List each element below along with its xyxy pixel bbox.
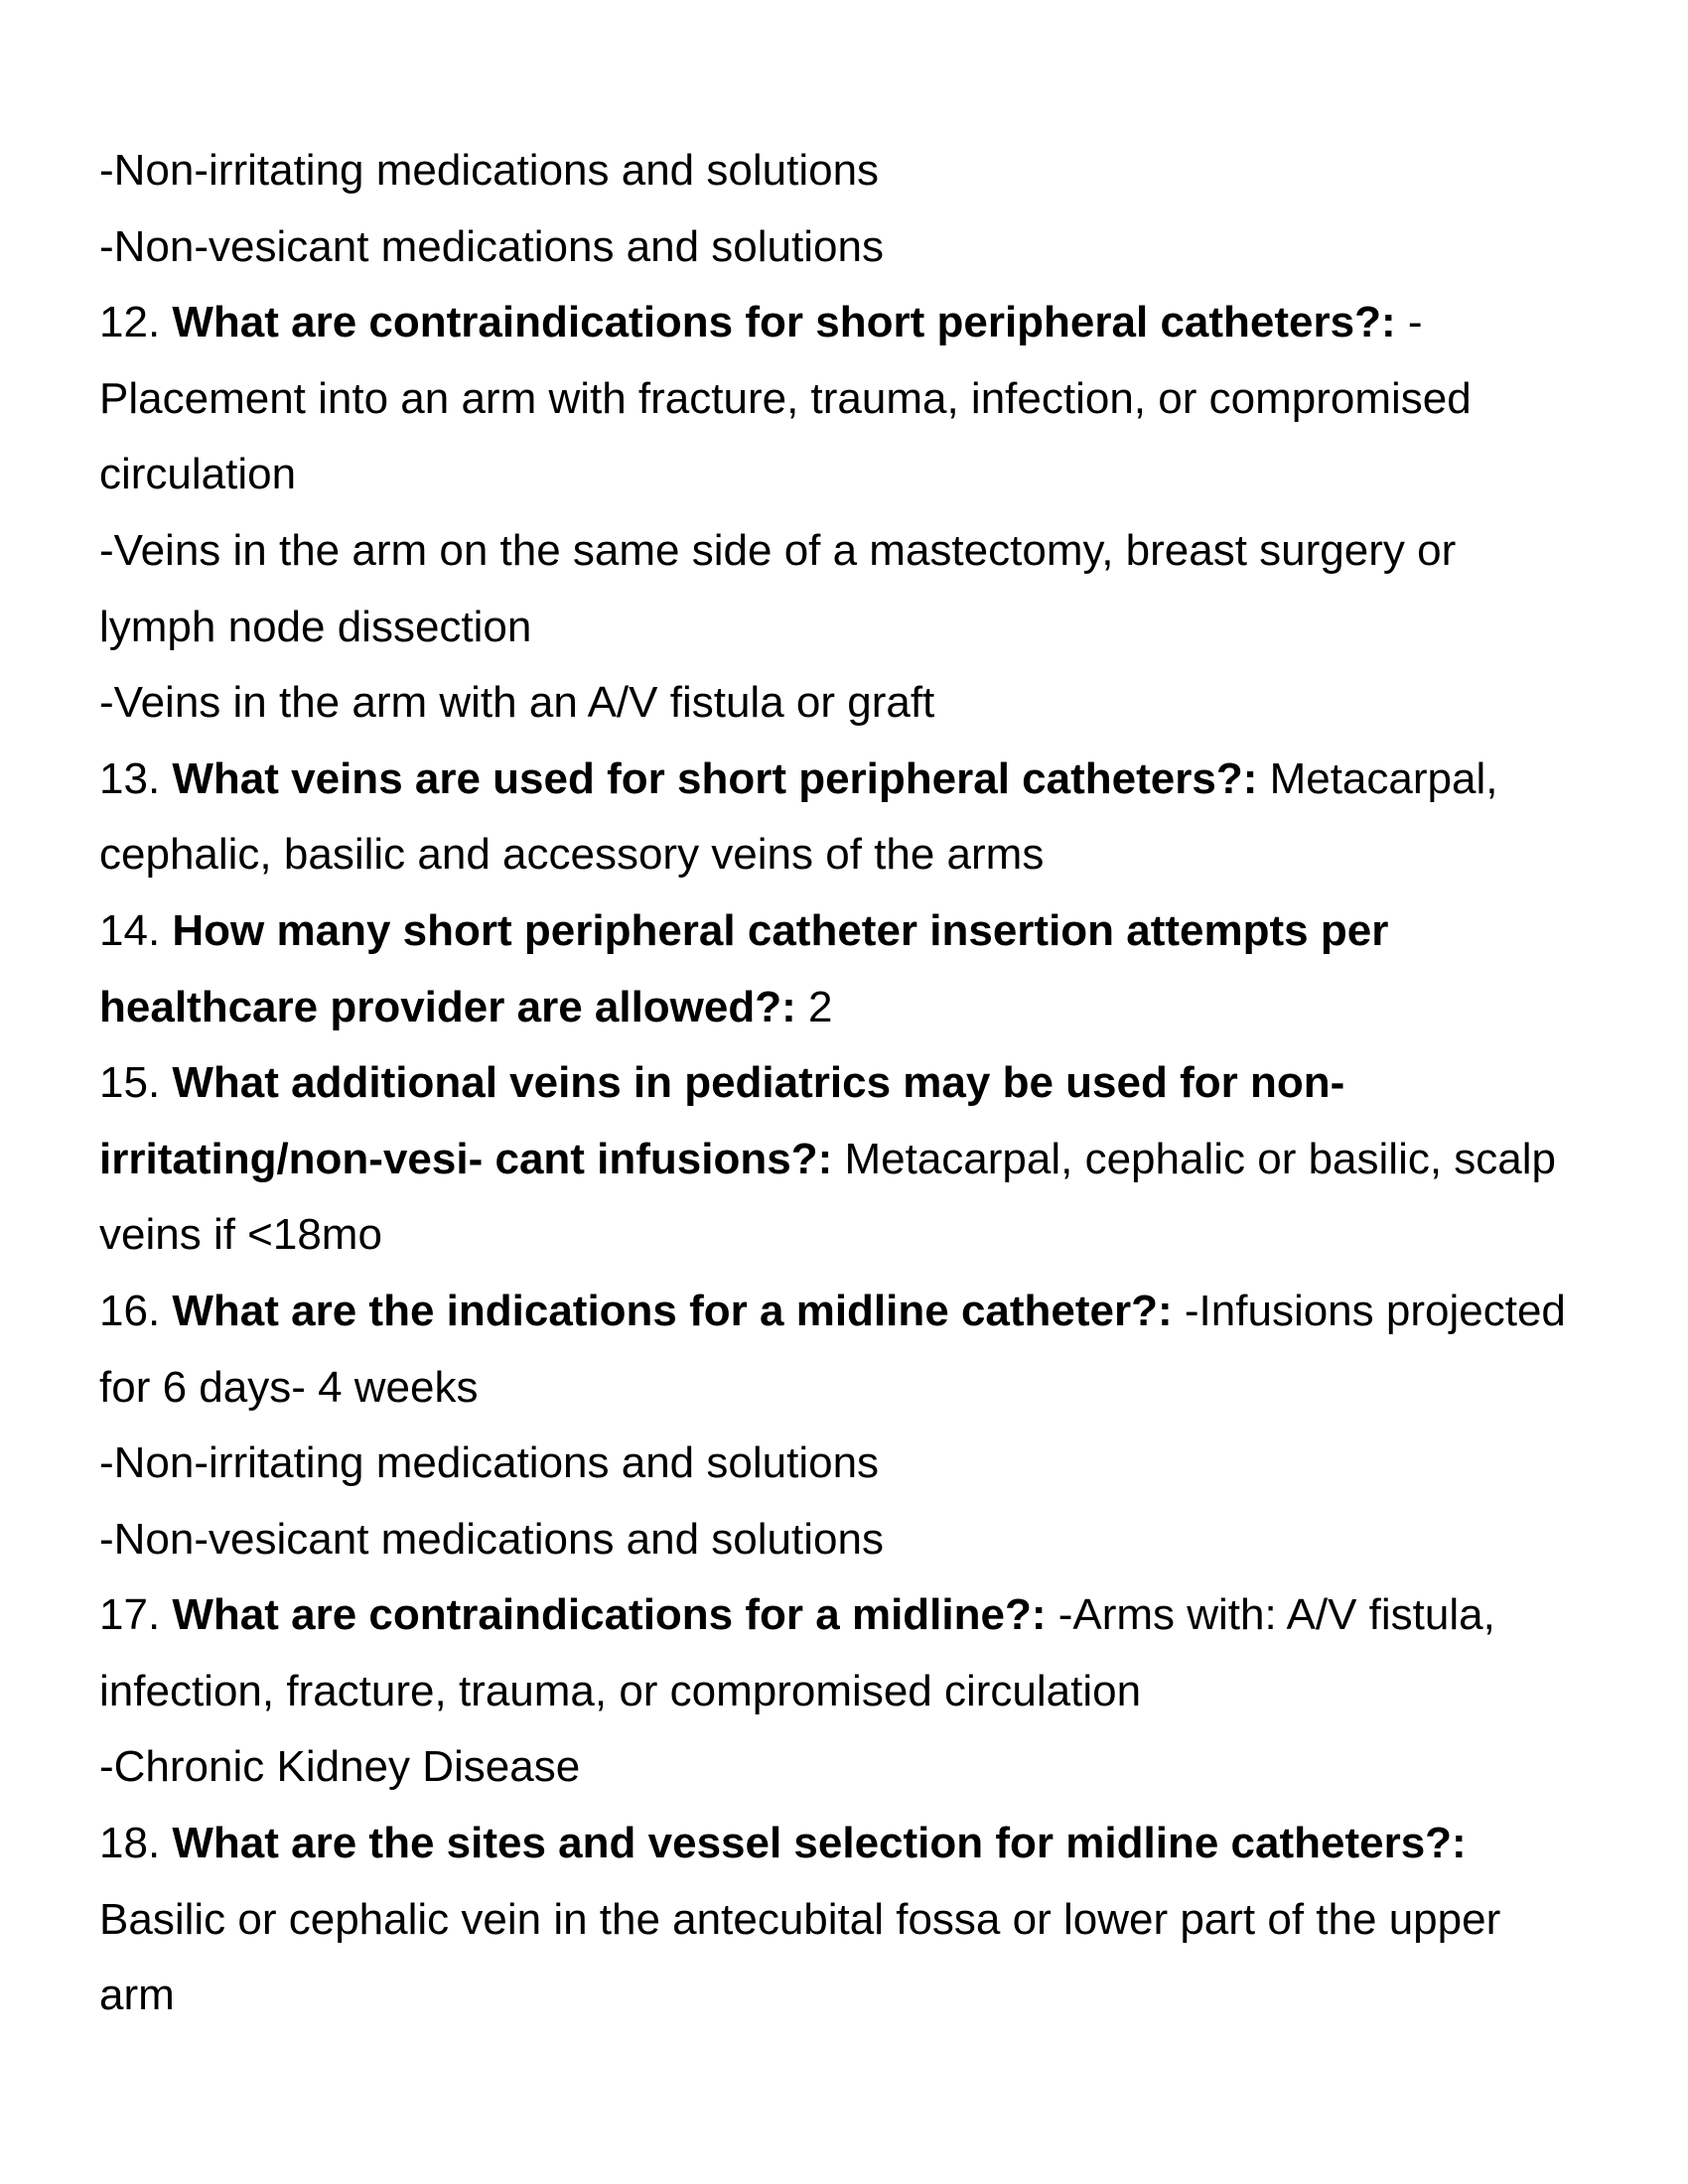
question-12-line	[99, 285, 1599, 361]
question-number: 18.	[99, 1819, 173, 1868]
text-line	[99, 1958, 1599, 2034]
question-number: 16.	[99, 1286, 173, 1335]
question-15-line-cont	[99, 1122, 1599, 1198]
line-text: for 6 days- 4 weeks	[99, 1362, 479, 1412]
question-14-line-cont	[99, 970, 1599, 1046]
line-text: -Veins in the arm with an A/V fistula or graft	[99, 678, 935, 728]
question-number: 14.	[99, 905, 173, 955]
question-number: 13.	[99, 753, 173, 803]
question-number: 15.	[99, 1058, 173, 1108]
question-14-line	[99, 893, 1599, 970]
text-line	[99, 1350, 1599, 1427]
text-line	[99, 590, 1599, 666]
line-text: -Non-vesicant medications and solutions	[99, 221, 884, 271]
text-line	[99, 513, 1599, 590]
line-text: cephalic, basilic and accessory veins of the arms	[99, 830, 1045, 880]
text-line	[99, 1426, 1599, 1502]
question-number: 12.	[99, 298, 173, 347]
line-text: arm	[99, 1971, 175, 2020]
text-line	[99, 665, 1599, 742]
text-line	[99, 209, 1599, 286]
answer-text: Metacarpal,	[1257, 753, 1498, 803]
answer-text: -	[1395, 298, 1423, 347]
question-13-line	[99, 742, 1599, 818]
line-text: -Non-irritating medications and solutions	[99, 146, 880, 195]
question-text: irritating/non-vesi- cant infusions?:	[99, 1134, 833, 1183]
line-text: Placement into an arm with fracture, trauma, infection, or compromised	[99, 373, 1472, 423]
line-text: circulation	[99, 450, 297, 499]
answer-text: Metacarpal, cephalic or basilic, scalp	[832, 1134, 1557, 1183]
question-text: healthcare provider are allowed?:	[99, 982, 796, 1031]
line-text: Basilic or cephalic vein in the antecubital fossa or lower part of the upper	[99, 1894, 1501, 1944]
question-17-line	[99, 1577, 1599, 1654]
text-line	[99, 1502, 1599, 1578]
question-text: What additional veins in pediatrics may be used for non-	[172, 1058, 1345, 1108]
line-text: infection, fracture, trauma, or compromised circulation	[99, 1666, 1142, 1715]
text-line	[99, 133, 1599, 209]
line-text: -Non-vesicant medications and solutions	[99, 1514, 884, 1564]
text-line	[99, 817, 1599, 893]
answer-text: -Infusions projected	[1172, 1286, 1566, 1335]
text-line	[99, 361, 1599, 438]
line-text: -Non-irritating medications and solutions	[99, 1438, 880, 1488]
answer-text: 2	[795, 982, 833, 1031]
question-16-line	[99, 1274, 1599, 1350]
question-text: What are the sites and vessel selection for midline catheters?:	[172, 1819, 1467, 1868]
text-line	[99, 1882, 1599, 1959]
text-line	[99, 1197, 1599, 1274]
line-text: lymph node dissection	[99, 602, 532, 651]
question-18-line	[99, 1806, 1599, 1882]
answer-text: -Arms with: A/V fistula,	[1046, 1590, 1495, 1640]
document-page	[99, 133, 1599, 2034]
question-15-line	[99, 1045, 1599, 1122]
text-line	[99, 1729, 1599, 1806]
question-text: How many short peripheral catheter insertion attempts per	[172, 905, 1389, 955]
line-text: -Veins in the arm on the same side of a mastectomy, breast surgery or	[99, 525, 1457, 575]
text-line	[99, 437, 1599, 513]
question-text: What are contraindications for a midline?:	[172, 1590, 1047, 1640]
line-text: veins if <18mo	[99, 1210, 382, 1260]
text-line	[99, 1654, 1599, 1730]
question-text: What veins are used for short peripheral catheters?:	[172, 753, 1258, 803]
question-number: 17.	[99, 1590, 173, 1640]
question-text: What are the indications for a midline catheter?:	[172, 1286, 1173, 1335]
question-text: What are contraindications for short peripheral catheters?:	[172, 298, 1396, 347]
line-text: -Chronic Kidney Disease	[99, 1742, 581, 1792]
